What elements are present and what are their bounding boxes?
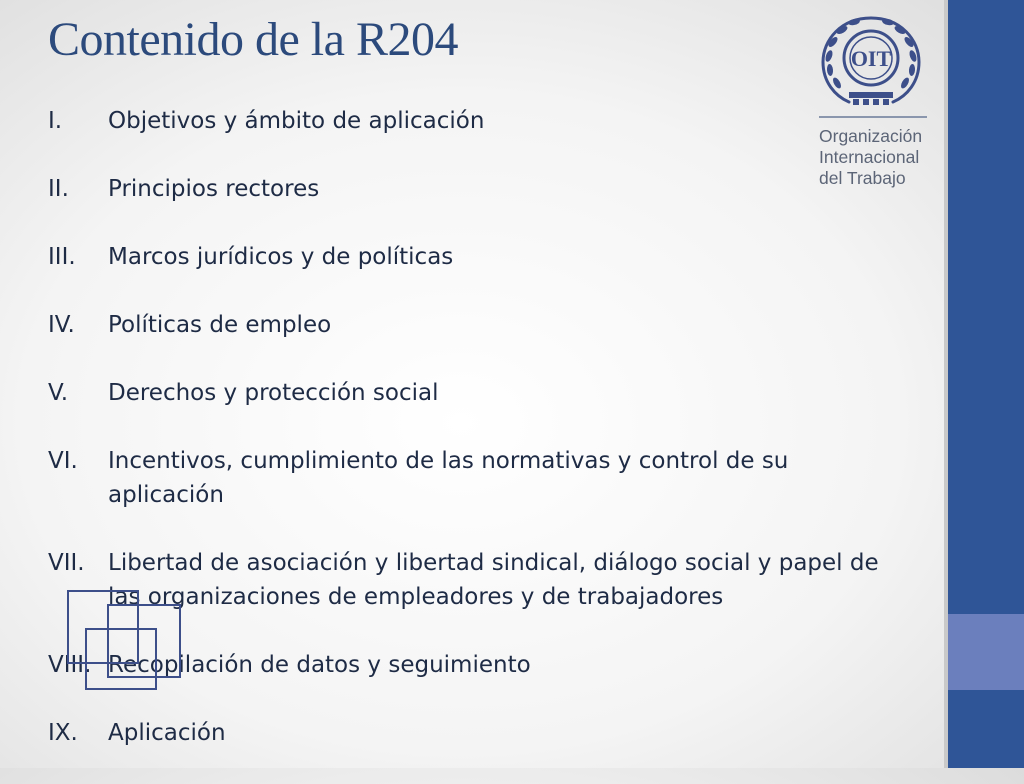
agenda-number: VIII. — [48, 652, 92, 678]
agenda-number: III. — [48, 244, 76, 270]
agenda-number: V. — [48, 380, 69, 406]
agenda-item — [48, 444, 908, 512]
logo-acronym: OIT — [850, 46, 892, 71]
agenda-number: IV. — [48, 312, 75, 338]
agenda-item — [48, 240, 908, 274]
slide-title: Contenido de la R204 — [48, 13, 458, 66]
agenda-text: Recopilación de datos y seguimiento — [108, 652, 531, 678]
agenda-item — [48, 716, 908, 750]
agenda-text: Políticas de empleo — [108, 312, 332, 338]
agenda-text: Libertad de asociación y libertad sindical, diálogo social y papel de las organizaciones de empleadores y de trabajadores — [108, 550, 879, 610]
overlapping-squares-decoration — [60, 583, 190, 693]
agenda-text: Marcos jurídicos y de políticas — [108, 244, 454, 270]
logo-divider — [819, 116, 927, 118]
logo-text — [819, 126, 930, 189]
agenda-item — [48, 172, 908, 206]
oit-logo — [815, 12, 930, 189]
side-bar-accent — [948, 614, 1024, 690]
agenda-item — [48, 308, 908, 342]
agenda-number: II. — [48, 176, 69, 202]
agenda-number: VII. — [48, 550, 85, 576]
agenda-text: Objetivos y ámbito de aplicación — [108, 108, 485, 134]
agenda-text: Aplicación — [108, 720, 226, 746]
agenda-item — [48, 104, 908, 138]
agenda-number: VI. — [48, 448, 78, 474]
agenda-text: Derechos y protección social — [108, 380, 439, 406]
logo-line-1: Organización — [819, 126, 923, 146]
agenda-text: Incentivos, cumplimiento de las normativas y control de su aplicación — [108, 448, 789, 508]
agenda-number: IX. — [48, 720, 78, 746]
logo-line-2: Internacional — [819, 147, 920, 167]
agenda-text: Principios rectores — [108, 176, 320, 202]
agenda-item — [48, 376, 908, 410]
agenda-number: I. — [48, 108, 63, 134]
logo-line-3: del Trabajo — [819, 168, 906, 188]
oit-logo-icon — [815, 12, 927, 108]
